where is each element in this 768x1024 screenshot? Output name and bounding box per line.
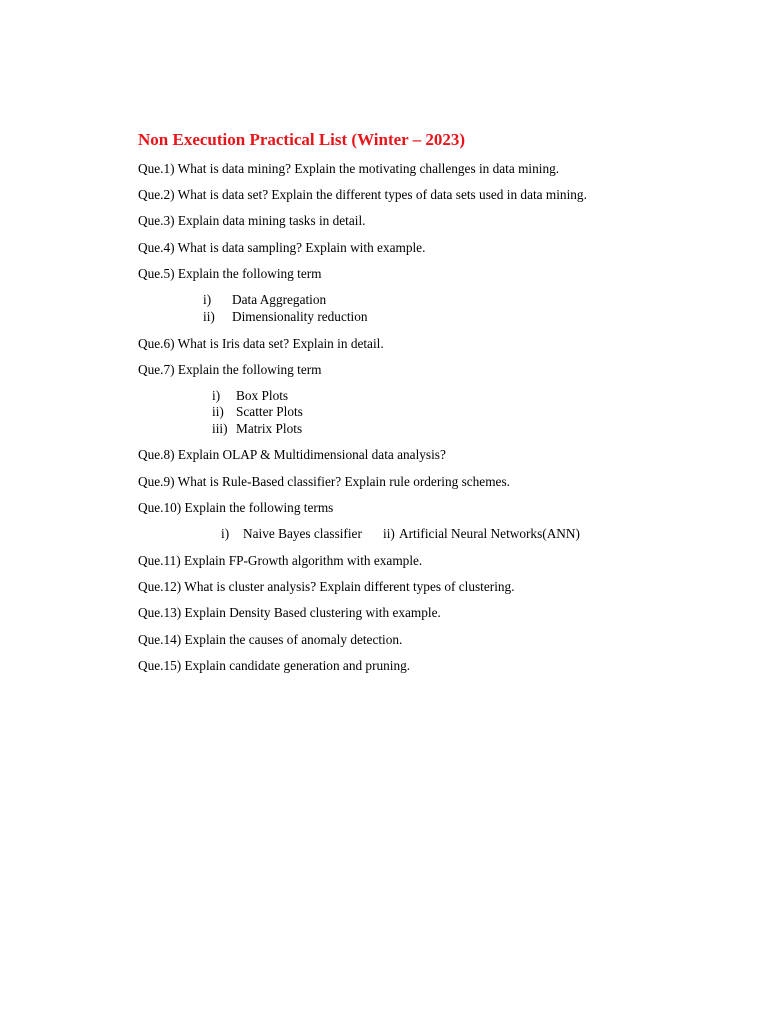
question-1: Que.1) What is data mining? Explain the motivating challenges in data mining. (138, 161, 560, 176)
question-4: Que.4) What is data sampling? Explain with example. (138, 240, 426, 255)
q10-item-1-text: Naive Bayes classifier (243, 526, 362, 541)
q7-item-1-number: i) (212, 388, 221, 403)
question-5: Que.5) Explain the following term (138, 266, 322, 281)
document-title: Non Execution Practical List (Winter – 2023) (138, 130, 466, 149)
question-14: Que.14) Explain the causes of anomaly detection. (138, 632, 403, 647)
question-12: Que.12) What is cluster analysis? Explain different types of clustering. (138, 579, 515, 594)
q7-item-2-text: Scatter Plots (236, 404, 303, 419)
q5-item-1-text: Data Aggregation (232, 292, 327, 307)
question-15: Que.15) Explain candidate generation and pruning. (138, 658, 411, 673)
question-10: Que.10) Explain the following terms (138, 500, 334, 515)
q10-item-1-number: i) (221, 526, 230, 541)
q10-item-2-text: Artificial Neural Networks(ANN) (399, 526, 580, 541)
question-11: Que.11) Explain FP-Growth algorithm with example. (138, 553, 423, 568)
question-8: Que.8) Explain OLAP & Multidimensional data analysis? (138, 447, 446, 462)
question-13: Que.13) Explain Density Based clustering with example. (138, 605, 441, 620)
question-9: Que.9) What is Rule-Based classifier? Explain rule ordering schemes. (138, 474, 510, 489)
q5-item-2-number: ii) (203, 309, 215, 324)
q10-item-2-number: ii) (383, 526, 395, 541)
q7-item-3-number: iii) (212, 421, 228, 436)
question-6: Que.6) What is Iris data set? Explain in detail. (138, 336, 384, 351)
q7-item-2-number: ii) (212, 404, 224, 419)
question-3: Que.3) Explain data mining tasks in detail. (138, 213, 366, 228)
question-2: Que.2) What is data set? Explain the different types of data sets used in data mining. (138, 187, 587, 202)
q5-item-1-number: i) (203, 292, 212, 307)
question-7: Que.7) Explain the following term (138, 362, 322, 377)
q7-item-3-text: Matrix Plots (236, 421, 303, 436)
q5-item-2-text: Dimensionality reduction (232, 309, 368, 324)
q7-item-1-text: Box Plots (236, 388, 289, 403)
